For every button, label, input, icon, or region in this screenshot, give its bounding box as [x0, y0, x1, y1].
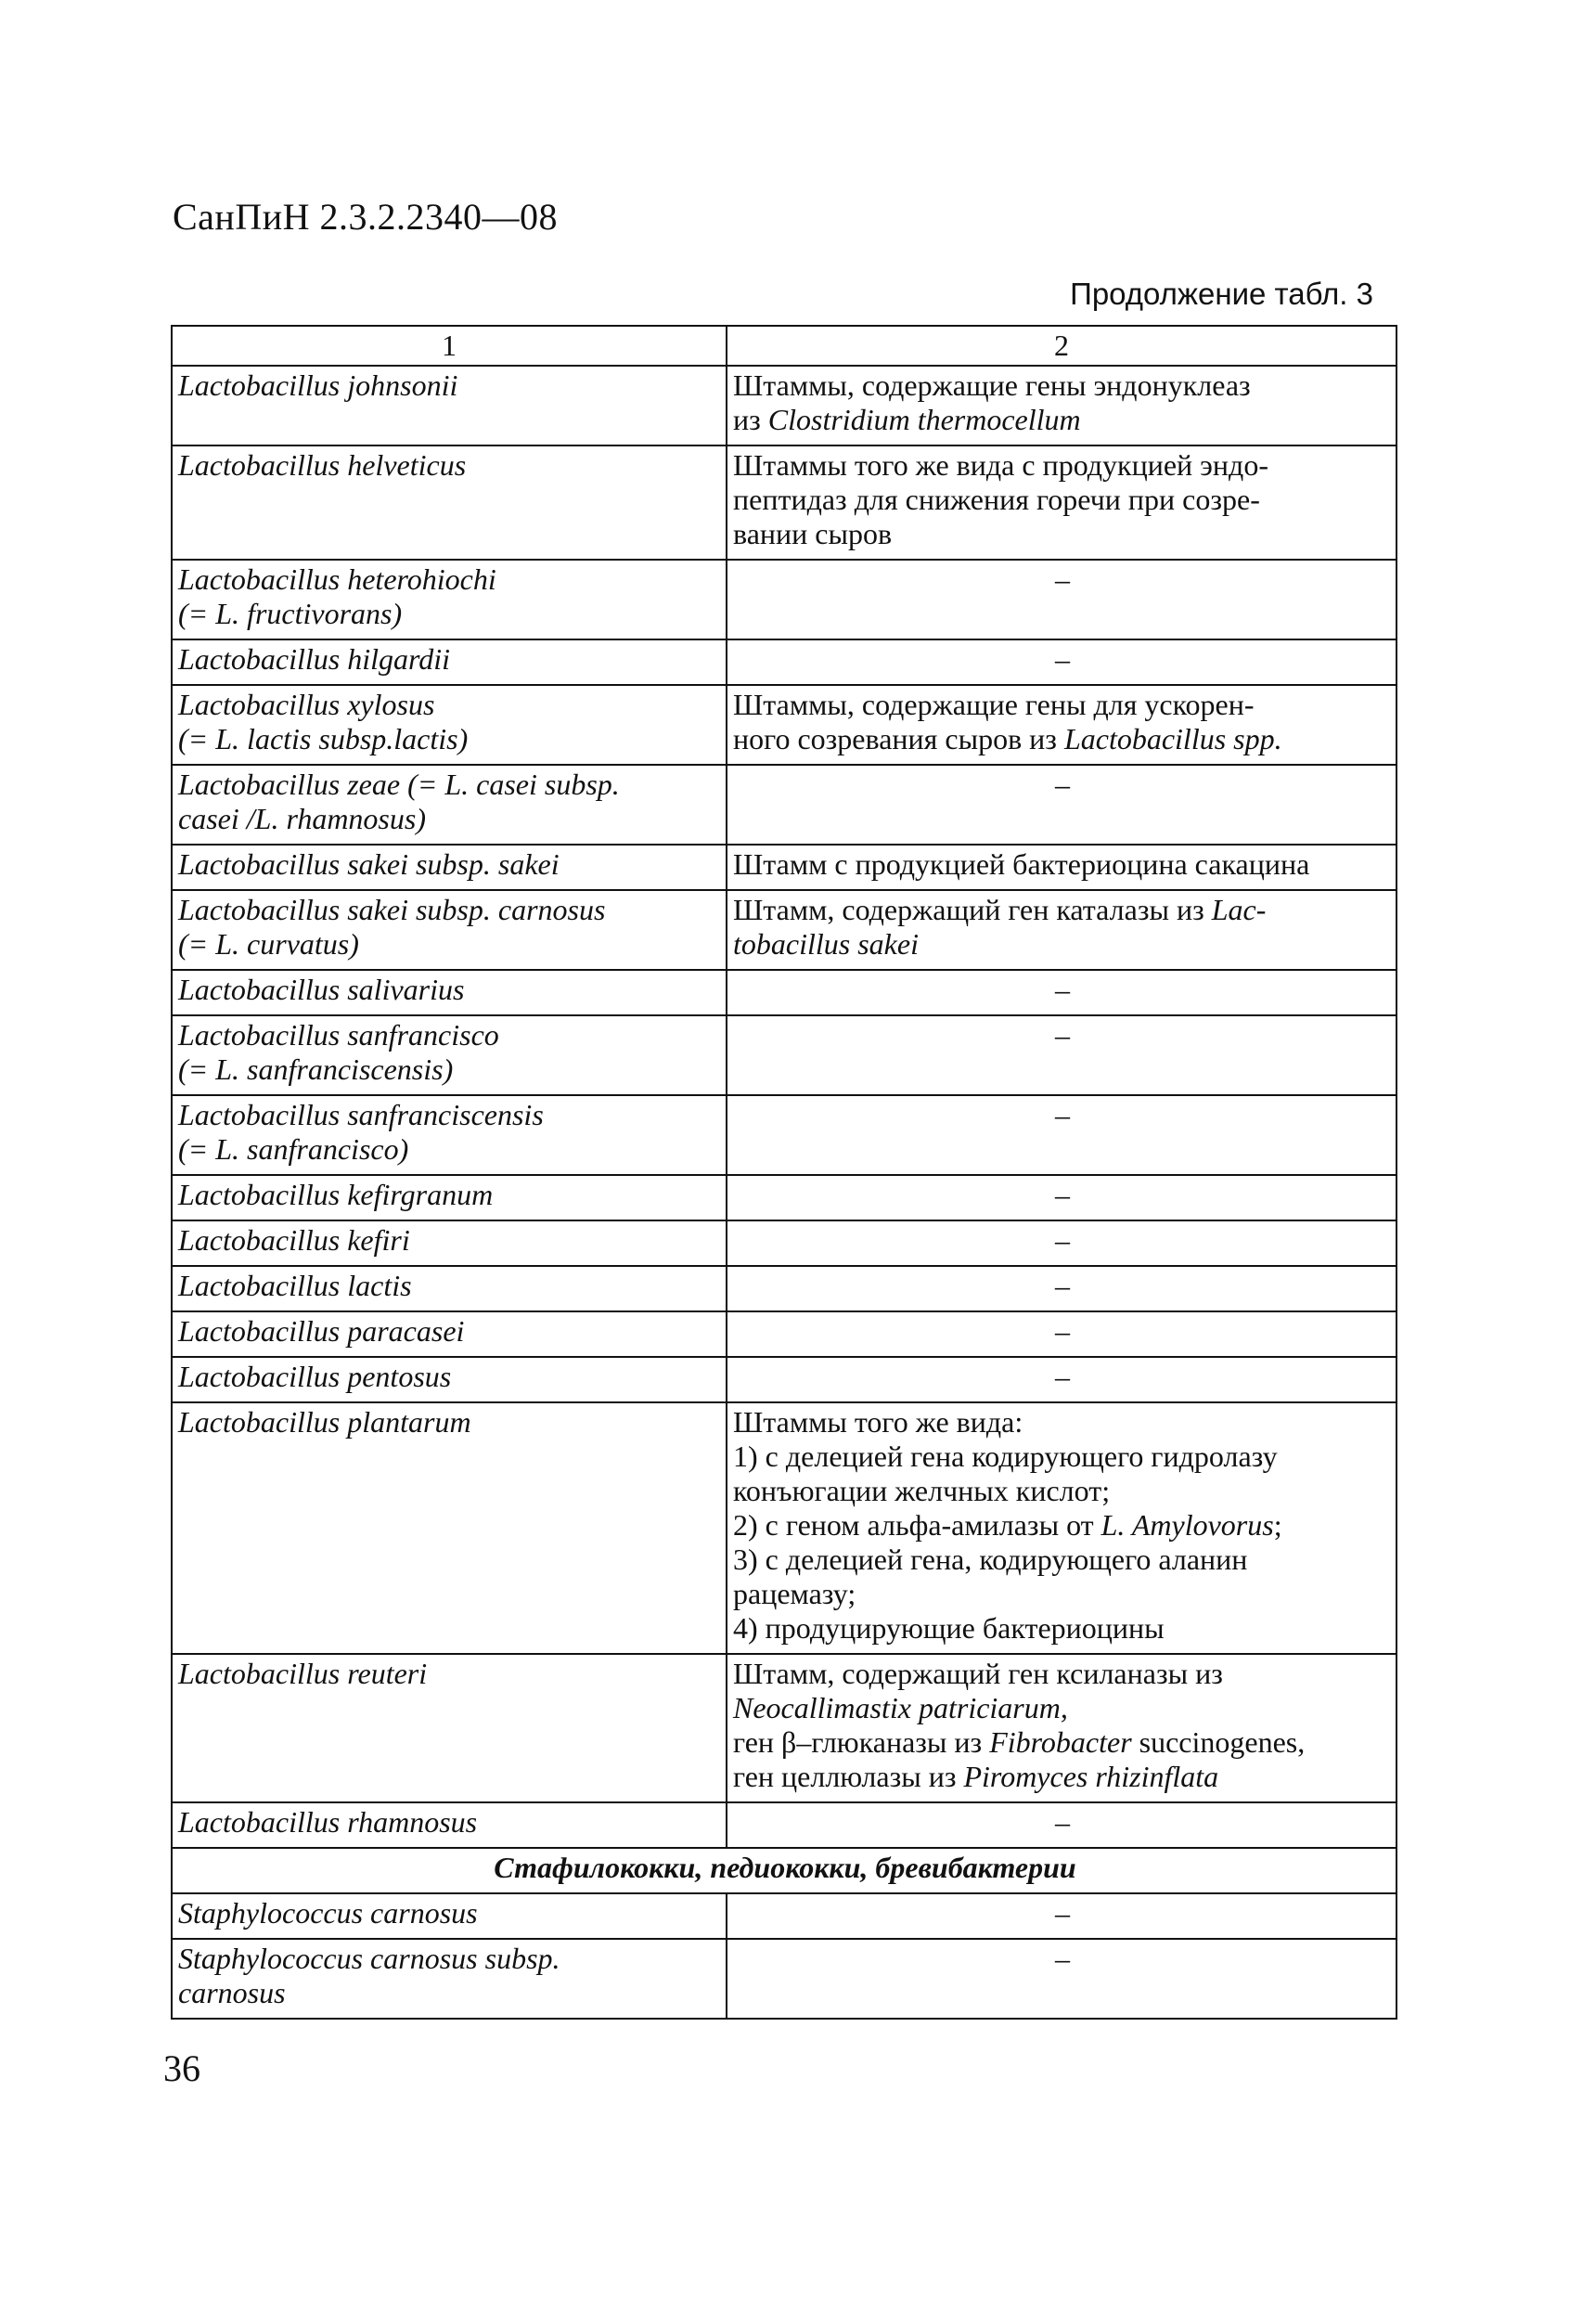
organism-name-cell: [172, 1654, 727, 1802]
organism-name-line: Lactobacillus rhamnosus: [178, 1805, 478, 1839]
organism-name-line: Staphylococcus carnosus: [178, 1896, 478, 1930]
organism-name-cell: [172, 1402, 727, 1654]
table-continuation-label: Продолжение табл. 3: [1070, 277, 1373, 311]
description-line: –: [1055, 973, 1070, 1006]
organism-name-cell: [172, 1095, 727, 1175]
section-title: Стафилококки, педиококки, бревибактерии: [172, 1848, 1396, 1893]
table-row: [172, 1015, 1396, 1095]
description-line: –: [1055, 1942, 1070, 1975]
description-line: рацемазу;: [733, 1577, 856, 1610]
description-line: –: [1055, 768, 1070, 801]
description-line: вании сыров: [733, 517, 893, 550]
description-line: –: [1055, 1314, 1070, 1348]
organism-name-line: Lactobacillus reuteri: [178, 1657, 428, 1690]
table-row: [172, 845, 1396, 890]
modification-description-cell: [727, 1266, 1396, 1311]
organism-name-cell: [172, 1220, 727, 1266]
modification-description-cell: [727, 560, 1396, 639]
organism-name-line: (= L. lactis subsp.lactis): [178, 722, 469, 755]
organism-name-line: (= L. sanfranciscensis): [178, 1052, 454, 1086]
table-row: [172, 1654, 1396, 1802]
description-line: 3) с делецией гена, кодирующего аланин: [733, 1543, 1248, 1576]
table-row: [172, 1893, 1396, 1939]
table-row: [172, 1266, 1396, 1311]
modification-description-cell: [727, 1654, 1396, 1802]
organism-name-line: Lactobacillus heterohiochi: [178, 562, 496, 596]
description-line: ного созревания сыров из Lactobacillus spp.: [733, 722, 1282, 755]
table-row: [172, 1095, 1396, 1175]
modification-description-cell: [727, 1175, 1396, 1220]
description-line: из Clostridium thermocellum: [733, 403, 1081, 436]
organism-name-cell: [172, 765, 727, 845]
organism-name-line: Lactobacillus sakei subsp. sakei: [178, 847, 560, 881]
modification-description-cell: [727, 1939, 1396, 2019]
description-line: –: [1055, 1360, 1070, 1393]
modification-description-cell: [727, 1402, 1396, 1654]
organism-name-line: Lactobacillus plantarum: [178, 1405, 471, 1439]
organism-name-cell: [172, 685, 727, 765]
modification-description-cell: [727, 1095, 1396, 1175]
description-line: пептидаз для снижения горечи при созре-: [733, 483, 1260, 516]
document-header: СанПиН 2.3.2.2340—08: [173, 196, 559, 238]
description-line: –: [1055, 1269, 1070, 1302]
organism-name-cell: [172, 1802, 727, 1848]
table-row: [172, 1357, 1396, 1402]
modification-description-cell: [727, 1357, 1396, 1402]
organism-name-cell: [172, 639, 727, 685]
modification-description-cell: [727, 639, 1396, 685]
organism-name-line: casei /L. rhamnosus): [178, 802, 426, 835]
organism-name-line: Lactobacillus salivarius: [178, 973, 465, 1006]
modification-description-cell: [727, 1802, 1396, 1848]
table-row: [172, 445, 1396, 560]
description-line: –: [1055, 1098, 1070, 1131]
modification-description-cell: [727, 366, 1396, 445]
organism-name-cell: [172, 1175, 727, 1220]
description-line: 2) с геном альфа-амилазы от L. Amylovorus;: [733, 1508, 1282, 1542]
table-row: [172, 685, 1396, 765]
modification-description-cell: [727, 765, 1396, 845]
organism-name-line: Lactobacillus xylosus: [178, 688, 435, 721]
description-line: Штамм с продукцией бактериоцина сакацина: [733, 847, 1310, 881]
description-line: Штамм, содержащий ген каталазы из Lac-: [733, 893, 1267, 926]
modification-description-cell: [727, 1311, 1396, 1357]
description-line: Neocallimastix patriciarum,: [733, 1691, 1068, 1724]
organism-name-line: (= L. sanfrancisco): [178, 1132, 409, 1166]
description-line: конъюгации желчных кислот;: [733, 1474, 1111, 1507]
organism-name-line: Staphylococcus carnosus subsp.: [178, 1942, 560, 1975]
description-line: –: [1055, 1178, 1070, 1211]
description-line: ген целлюлазы из Piromyces rhizinflata: [733, 1760, 1219, 1793]
description-line: –: [1055, 1018, 1070, 1052]
description-line: Штаммы того же вида:: [733, 1405, 1023, 1439]
organism-name-cell: [172, 1015, 727, 1095]
description-line: –: [1055, 1805, 1070, 1839]
modification-description-cell: [727, 890, 1396, 970]
organism-name-line: Lactobacillus hilgardii: [178, 642, 451, 676]
description-line: Штаммы, содержащие гены эндонуклеаз: [733, 368, 1251, 402]
organism-name-line: Lactobacillus johnsonii: [178, 368, 458, 402]
description-line: tobacillus sakei: [733, 927, 919, 961]
table-row: [172, 1175, 1396, 1220]
table-row: [172, 639, 1396, 685]
modification-description-cell: [727, 1015, 1396, 1095]
organism-name-line: Lactobacillus kefirgranum: [178, 1178, 494, 1211]
modification-description-cell: [727, 970, 1396, 1015]
description-line: –: [1055, 1223, 1070, 1257]
table-row: [172, 970, 1396, 1015]
modification-description-cell: [727, 685, 1396, 765]
organism-name-cell: [172, 560, 727, 639]
modification-description-cell: [727, 445, 1396, 560]
table-row: [172, 1402, 1396, 1654]
description-line: –: [1055, 562, 1070, 596]
column-header-2: 2: [727, 326, 1396, 366]
organism-name-cell: [172, 1357, 727, 1402]
table-row: [172, 1220, 1396, 1266]
organism-name-cell: [172, 366, 727, 445]
organism-name-cell: [172, 845, 727, 890]
organism-name-line: Lactobacillus paracasei: [178, 1314, 465, 1348]
table-row: [172, 765, 1396, 845]
description-line: Штаммы, содержащие гены для ускорен-: [733, 688, 1255, 721]
description-line: 4) продуцирующие бактериоцины: [733, 1611, 1165, 1645]
organism-name-line: carnosus: [178, 1976, 286, 2009]
organism-name-line: Lactobacillus sanfranciscensis: [178, 1098, 544, 1131]
description-line: Штамм, содержащий ген ксиланазы из: [733, 1657, 1223, 1690]
table-row: [172, 1939, 1396, 2019]
table-header-row: [172, 326, 1396, 366]
organism-name-line: Lactobacillus sakei subsp. carnosus: [178, 893, 606, 926]
organism-name-cell: [172, 890, 727, 970]
table-row: [172, 560, 1396, 639]
organism-name-cell: [172, 1893, 727, 1939]
organism-name-line: Lactobacillus helveticus: [178, 448, 467, 482]
organism-name-line: Lactobacillus zeae (= L. casei subsp.: [178, 768, 620, 801]
table-row: [172, 890, 1396, 970]
modification-description-cell: [727, 1220, 1396, 1266]
organisms-table: [171, 325, 1397, 2020]
organism-name-line: Lactobacillus sanfrancisco: [178, 1018, 499, 1052]
organism-name-line: Lactobacillus pentosus: [178, 1360, 452, 1393]
table-row: [172, 366, 1396, 445]
section-row: [172, 1848, 1396, 1893]
description-line: –: [1055, 642, 1070, 676]
organism-name-line: (= L. curvatus): [178, 927, 359, 961]
organism-name-cell: [172, 1311, 727, 1357]
description-line: Штаммы того же вида с продукцией эндо-: [733, 448, 1268, 482]
page-number: 36: [163, 2047, 200, 2089]
description-line: –: [1055, 1896, 1070, 1930]
table-row: [172, 1311, 1396, 1357]
column-header-1: 1: [172, 326, 727, 366]
description-line: ген β–глюканазы из Fibrobacter succinogenes,: [733, 1725, 1306, 1759]
description-line: 1) с делецией гена кодирующего гидролазу: [733, 1440, 1278, 1473]
organism-name-cell: [172, 1266, 727, 1311]
organism-name-cell: [172, 1939, 727, 2019]
organism-name-line: (= L. fructivorans): [178, 597, 403, 630]
modification-description-cell: [727, 845, 1396, 890]
modification-description-cell: [727, 1893, 1396, 1939]
organism-name-cell: [172, 445, 727, 560]
table-row: [172, 1802, 1396, 1848]
organism-name-line: Lactobacillus lactis: [178, 1269, 412, 1302]
organism-name-line: Lactobacillus kefiri: [178, 1223, 410, 1257]
organism-name-cell: [172, 970, 727, 1015]
